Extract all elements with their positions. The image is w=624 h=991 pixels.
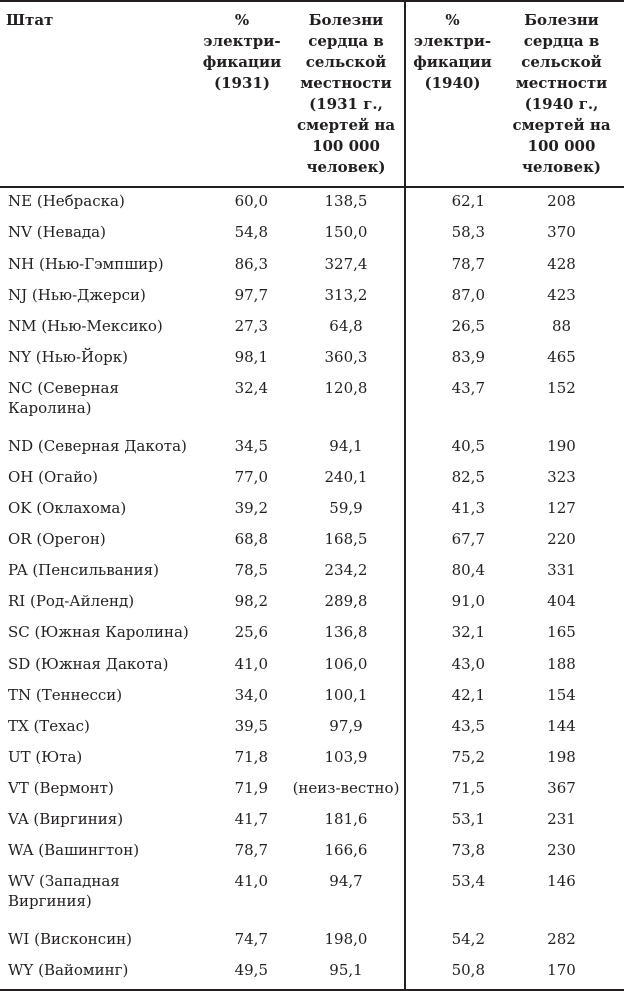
- table-row: [0, 837, 624, 868]
- cell-electrification-1931: 98,1: [234, 347, 268, 366]
- cell-heart-disease-1940: 230: [547, 840, 576, 859]
- cell-electrification-1940: 43,5: [405, 713, 499, 744]
- cell-electrification-1931: 54,8: [234, 223, 268, 242]
- cell-heart-disease-1940: 423: [547, 285, 576, 304]
- cell-heart-disease-1940: 331: [547, 561, 576, 580]
- cell-electrification-1940: 53,1: [405, 806, 499, 837]
- cell-heart-disease-1931: 100,1: [324, 685, 368, 704]
- cell-heart-disease-1931: 94,1: [329, 436, 363, 455]
- cell-electrification-1931: 39,2: [234, 499, 268, 518]
- cell-electrification-1940: 41,3: [405, 495, 499, 526]
- cell-heart-disease-1931: 166,6: [324, 840, 368, 859]
- cell-electrification-1940: 26,5: [405, 313, 499, 344]
- cell-electrification-1931: 68,8: [234, 530, 268, 549]
- cell-electrification-1931: 34,0: [234, 685, 268, 704]
- cell-heart-disease-1931: 360,3: [324, 347, 368, 366]
- table-row: [0, 744, 624, 775]
- table-row: [0, 651, 624, 682]
- cell-electrification-1940: 53,4: [405, 868, 499, 926]
- cell-heart-disease-1940: 144: [547, 716, 576, 735]
- cell-heart-disease-1940: 367: [547, 778, 576, 797]
- cell-electrification-1940: 43,0: [405, 651, 499, 682]
- cell-electrification-1940: 40,5: [405, 433, 499, 464]
- cell-heart-disease-1931: 94,7: [329, 872, 363, 891]
- cell-heart-disease-1931: 106,0: [324, 654, 368, 673]
- cell-heart-disease-1931: 95,1: [329, 961, 363, 980]
- table-row: [0, 957, 624, 990]
- header-heart-disease-1931: Болезни сердца в сельской местности (1931 г., смертей на 100 000 человек): [288, 1, 405, 187]
- cell-electrification-1940: 87,0: [405, 282, 499, 313]
- table-row: [0, 557, 624, 588]
- cell-heart-disease-1940: 165: [547, 623, 576, 642]
- cell-electrification-1931: 98,2: [234, 592, 268, 611]
- cell-electrification-1940: 78,7: [405, 251, 499, 282]
- cell-heart-disease-1940: 282: [547, 930, 576, 949]
- cell-electrification-1931: 77,0: [234, 468, 268, 487]
- table-row: [0, 219, 624, 250]
- cell-heart-disease-1940: 323: [547, 468, 576, 487]
- cell-electrification-1931: 74,7: [234, 930, 268, 949]
- cell-state: VT (Вермонт): [8, 778, 114, 797]
- table-row: [0, 713, 624, 744]
- cell-state: NJ (Нью-Джерси): [8, 285, 146, 304]
- cell-electrification-1940: 67,7: [405, 526, 499, 557]
- cell-heart-disease-1931: 136,8: [324, 623, 368, 642]
- cell-heart-disease-1940: 146: [547, 872, 576, 891]
- cell-electrification-1931: 71,9: [234, 778, 268, 797]
- cell-heart-disease-1931: 64,8: [329, 316, 363, 335]
- table-row: [0, 526, 624, 557]
- cell-electrification-1931: 41,7: [234, 809, 268, 828]
- cell-state: NY (Нью-Йорк): [8, 347, 128, 366]
- table-row: [0, 926, 624, 957]
- cell-heart-disease-1931: 120,8: [324, 378, 368, 397]
- cell-state: TX (Техас): [8, 716, 90, 735]
- cell-heart-disease-1940: 88: [551, 316, 572, 335]
- table-row: [0, 282, 624, 313]
- cell-heart-disease-1931: 150,0: [324, 223, 368, 242]
- header-row: [0, 1, 624, 187]
- cell-heart-disease-1931: 289,8: [324, 592, 368, 611]
- table-row: [0, 251, 624, 282]
- cell-heart-disease-1931: 103,9: [324, 747, 368, 766]
- cell-heart-disease-1940: 220: [547, 530, 576, 549]
- cell-heart-disease-1931: (неиз-вестно): [292, 778, 400, 797]
- table-row: [0, 433, 624, 464]
- cell-heart-disease-1940: 154: [547, 685, 576, 704]
- cell-heart-disease-1940: 404: [547, 592, 576, 611]
- cell-state: RI (Род-Айленд): [8, 592, 135, 611]
- cell-state: UT (Юта): [8, 747, 83, 766]
- cell-state: WY (Вайоминг): [8, 961, 129, 980]
- cell-electrification-1940: 75,2: [405, 744, 499, 775]
- cell-heart-disease-1931: 168,5: [324, 530, 368, 549]
- cell-heart-disease-1940: 370: [547, 223, 576, 242]
- table-row: [0, 464, 624, 495]
- cell-heart-disease-1940: 170: [547, 961, 576, 980]
- cell-heart-disease-1931: 327,4: [324, 254, 368, 273]
- cell-state: NV (Невада): [8, 223, 106, 242]
- cell-state: PA (Пенсильвания): [8, 561, 159, 580]
- cell-state: OK (Оклахома): [8, 499, 127, 518]
- cell-electrification-1931: 25,6: [234, 623, 268, 642]
- table-row: [0, 187, 624, 219]
- cell-state: WI (Висконсин): [8, 930, 133, 949]
- cell-electrification-1931: 97,7: [234, 285, 268, 304]
- cell-heart-disease-1931: 138,5: [324, 192, 368, 210]
- header-state: Штат: [0, 1, 196, 187]
- table-row: [0, 775, 624, 806]
- cell-electrification-1940: 83,9: [405, 344, 499, 375]
- table-row: [0, 588, 624, 619]
- table-body: [0, 187, 624, 990]
- cell-electrification-1940: 91,0: [405, 588, 499, 619]
- cell-electrification-1940: 42,1: [405, 682, 499, 713]
- cell-heart-disease-1940: 231: [547, 809, 576, 828]
- cell-electrification-1940: 32,1: [405, 619, 499, 650]
- cell-state: NH (Нью-Гэмпшир): [8, 254, 164, 273]
- cell-heart-disease-1931: 59,9: [329, 499, 363, 518]
- cell-state: WA (Вашингтон): [8, 840, 140, 859]
- cell-heart-disease-1931: 97,9: [329, 716, 363, 735]
- cell-heart-disease-1940: 198: [547, 747, 576, 766]
- cell-heart-disease-1931: 181,6: [324, 809, 368, 828]
- cell-state: VA (Виргиния): [8, 809, 124, 828]
- cell-state: NC (Северная Каролина): [8, 378, 119, 417]
- table-row: [0, 344, 624, 375]
- table-row: [0, 313, 624, 344]
- cell-heart-disease-1940: 208: [547, 192, 576, 210]
- table-row: [0, 868, 624, 926]
- cell-electrification-1931: 86,3: [234, 254, 268, 273]
- cell-electrification-1931: 27,3: [234, 316, 268, 335]
- cell-electrification-1940: 71,5: [405, 775, 499, 806]
- table-row: [0, 682, 624, 713]
- cell-heart-disease-1940: 188: [547, 654, 576, 673]
- cell-electrification-1931: 78,5: [234, 561, 268, 580]
- cell-state: TN (Теннесси): [8, 685, 123, 704]
- cell-heart-disease-1931: 234,2: [324, 561, 368, 580]
- cell-heart-disease-1940: 465: [547, 347, 576, 366]
- cell-electrification-1931: 34,5: [234, 436, 268, 455]
- header-electrification-1940: % электри-фикации (1940): [405, 1, 499, 187]
- cell-state: ND (Северная Дакота): [8, 436, 187, 455]
- cell-electrification-1940: 82,5: [405, 464, 499, 495]
- cell-state: WV (Западная Виргиния): [8, 872, 120, 911]
- cell-electrification-1931: 60,0: [234, 192, 268, 210]
- cell-heart-disease-1940: 127: [547, 499, 576, 518]
- cell-electrification-1940: 50,8: [405, 957, 499, 990]
- cell-state: OH (Огайо): [8, 468, 98, 487]
- cell-electrification-1940: 80,4: [405, 557, 499, 588]
- cell-heart-disease-1940: 428: [547, 254, 576, 273]
- cell-heart-disease-1940: 152: [547, 378, 576, 397]
- cell-electrification-1931: 41,0: [234, 654, 268, 673]
- cell-heart-disease-1940: 190: [547, 436, 576, 455]
- table-header: [0, 1, 624, 187]
- cell-state: SC (Южная Каролина): [8, 623, 189, 642]
- cell-heart-disease-1931: 240,1: [324, 468, 368, 487]
- cell-state: NM (Нью-Мексико): [8, 316, 163, 335]
- cell-electrification-1931: 78,7: [234, 840, 268, 859]
- cell-electrification-1931: 41,0: [234, 872, 268, 891]
- cell-state: OR (Орегон): [8, 530, 106, 549]
- cell-electrification-1940: 43,7: [405, 375, 499, 433]
- cell-electrification-1940: 54,2: [405, 926, 499, 957]
- cell-state: SD (Южная Дакота): [8, 654, 169, 673]
- cell-electrification-1931: 49,5: [234, 961, 268, 980]
- header-electrification-1931: % электри-фикации (1931): [196, 1, 288, 187]
- table-row: [0, 375, 624, 433]
- header-heart-disease-1940: Болезни сердца в сельской местности (1940 г., смертей на 100 000 человек): [499, 1, 624, 187]
- cell-electrification-1931: 32,4: [234, 378, 268, 397]
- cell-heart-disease-1931: 198,0: [324, 930, 368, 949]
- cell-electrification-1931: 39,5: [234, 716, 268, 735]
- cell-electrification-1931: 71,8: [234, 747, 268, 766]
- table-row: [0, 806, 624, 837]
- cell-electrification-1940: 62,1: [405, 187, 499, 219]
- cell-heart-disease-1931: 313,2: [324, 285, 368, 304]
- table-row: [0, 619, 624, 650]
- table-row: [0, 495, 624, 526]
- cell-state: NE (Небраска): [8, 192, 125, 210]
- cell-electrification-1940: 58,3: [405, 219, 499, 250]
- cell-electrification-1940: 73,8: [405, 837, 499, 868]
